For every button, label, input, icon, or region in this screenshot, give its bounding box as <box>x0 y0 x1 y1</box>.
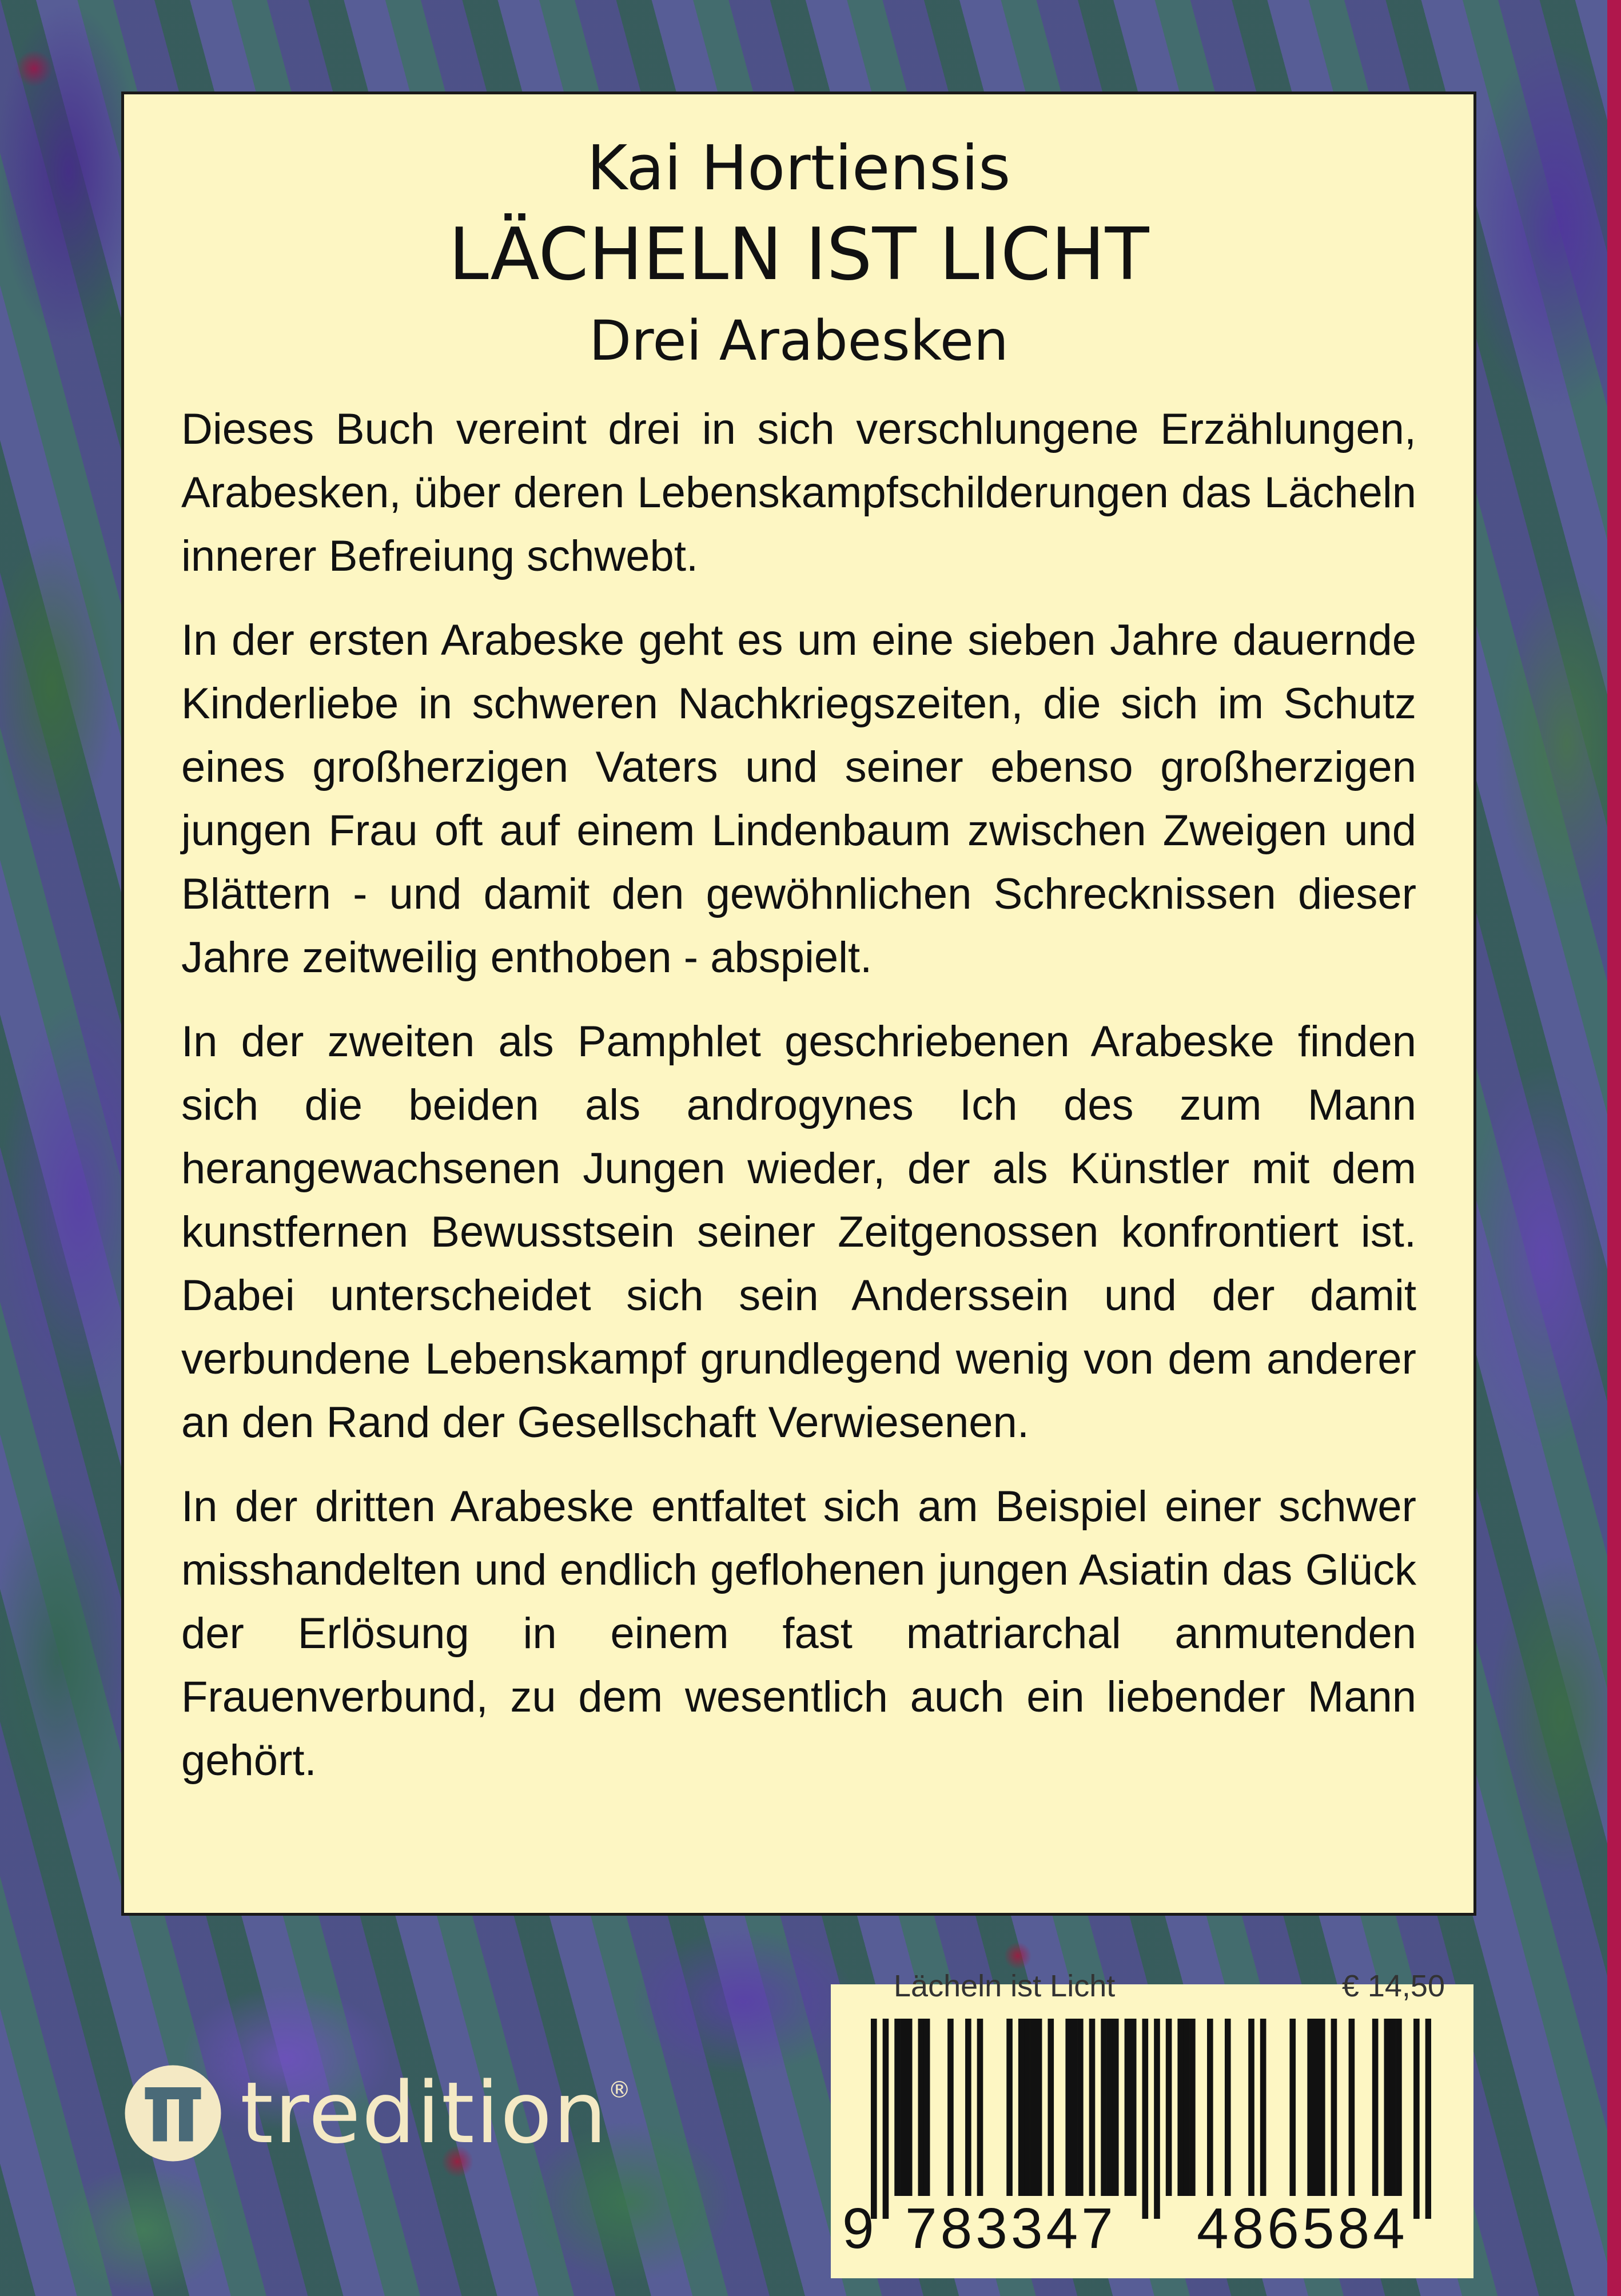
barcode-bar <box>1372 2019 1379 2196</box>
barcode-bar <box>883 2019 889 2219</box>
barcode-bar <box>1072 2019 1078 2196</box>
barcode-bar <box>1384 2019 1390 2196</box>
barcode-bar <box>1166 2019 1172 2196</box>
barcode-bar <box>1413 2019 1420 2219</box>
book-title: LÄCHELN IST LICHT <box>448 212 1149 296</box>
barcode-bar <box>1349 2019 1355 2196</box>
barcode-bar <box>1307 2019 1313 2196</box>
barcode-bar <box>1077 2019 1084 2196</box>
barcode-bar <box>1425 2019 1431 2219</box>
barcode-bar <box>1036 2019 1042 2196</box>
spine-edge <box>1607 0 1621 2296</box>
barcode-bar <box>1289 2019 1296 2196</box>
barcode-bar <box>1130 2019 1137 2196</box>
blurb-paragraph-4: In der dritten Arabeske entfaltet sich am Beispiel einer schwer misshandelten und endlich geflohenen jungen Asiatin das Glück der Erlösung in einem fast matriarchal anmutenden Frauenverbund, zu dem wesentlich auch ein liebender Mann gehört. <box>181 1482 1416 1785</box>
book-subtitle: Drei Arabesken <box>589 309 1009 373</box>
tredition-t-icon <box>123 2063 223 2163</box>
barcode-bar <box>1089 2019 1096 2196</box>
blurb-paragraph-2: In der ersten Arabeske geht es um eine sieben Jahre dauernde Kinderliebe in schweren Nachkriegszeiten, die sich im Schutz eines großherzigen Vaters und seiner ebenso großherzigen jungen Frau oft auf einem Lindenbaum zwischen Zweigen und Blättern - und damit den gewöhnlichen Schrecknissen dieser Jahre zeitweilig enthoben - abspielt. <box>181 616 1416 982</box>
barcode-bar <box>1177 2019 1184 2196</box>
barcode-bar <box>1390 2019 1396 2196</box>
barcode-bar <box>901 2019 907 2196</box>
barcode-bar <box>1248 2019 1254 2196</box>
barcode-bar <box>977 2019 983 2196</box>
barcode-bar <box>1006 2019 1013 2196</box>
author-name: Kai Hortiensis <box>587 133 1011 204</box>
barcode-bar <box>1331 2019 1337 2196</box>
barcode-bar <box>924 2019 930 2196</box>
barcode-bar <box>1396 2019 1402 2196</box>
barcode-bar <box>1125 2019 1131 2196</box>
barcode-bar <box>1065 2019 1072 2196</box>
blurb-paragraph-3: In der zweiten als Pamphlet geschriebenen Arabeske finden sich die beiden als androgynes Ich des zum Mann herangewachsenen Jungen wieder, der als Künstler mit dem kunstfernen Bewusstsein seiner Zeitgenossen konfrontiert ist. Dabei unterscheidet sich sein Anderssein und der damit verbundene Lebenskampf grundlegend wenig von dem anderer an den Rand der Gesellschaft Verwiesenen. <box>181 1017 1416 1447</box>
barcode-bar <box>1024 2019 1030 2196</box>
barcode-bar <box>1030 2019 1037 2196</box>
barcode-bar <box>1225 2019 1231 2196</box>
publisher-name: tredition® <box>240 2064 632 2162</box>
barcode-bar <box>1184 2019 1190 2196</box>
barcode-bars <box>871 2019 1431 2219</box>
barcode-bar <box>906 2019 913 2196</box>
blurb-paragraph-1: Dieses Buch vereint drei in sich verschlungene Erzählungen, Arabesken, über deren Lebenskampfschilderungen das Lächeln innerer Befreiung schwebt. <box>181 405 1416 580</box>
barcode-bar <box>1260 2019 1266 2196</box>
barcode-bar <box>1189 2019 1196 2196</box>
barcode-digits <box>842 2196 1460 2265</box>
barcode-book-title: Lächeln ist Licht <box>894 1969 1116 2003</box>
barcode-bar <box>965 2019 971 2196</box>
barcode-digits-left: 783347 <box>905 2196 1117 2261</box>
barcode-bar <box>1313 2019 1320 2196</box>
back-cover-text-panel <box>121 91 1476 1916</box>
isbn-barcode <box>831 1969 1473 2278</box>
barcode-bar <box>947 2019 954 2196</box>
barcode-bar <box>1142 2019 1149 2219</box>
barcode-bar <box>918 2019 925 2196</box>
barcode-bar <box>1207 2019 1213 2196</box>
barcode-bar <box>871 2019 877 2219</box>
barcode-price: € 14,50 <box>1341 1969 1445 2003</box>
barcode-digit-first: 9 <box>842 2196 874 2261</box>
publisher-logo <box>123 2064 632 2162</box>
barcode-bar <box>1154 2019 1160 2219</box>
barcode-digits-right: 486584 <box>1197 2196 1408 2261</box>
barcode-bar <box>894 2019 901 2196</box>
barcode-bar <box>1018 2019 1025 2196</box>
barcode-bar <box>1107 2019 1113 2196</box>
registered-mark: ® <box>608 2077 632 2103</box>
barcode-bar <box>1319 2019 1325 2196</box>
barcode-bar <box>1101 2019 1107 2196</box>
barcode-bar <box>1113 2019 1119 2196</box>
barcode-bar <box>1048 2019 1054 2196</box>
